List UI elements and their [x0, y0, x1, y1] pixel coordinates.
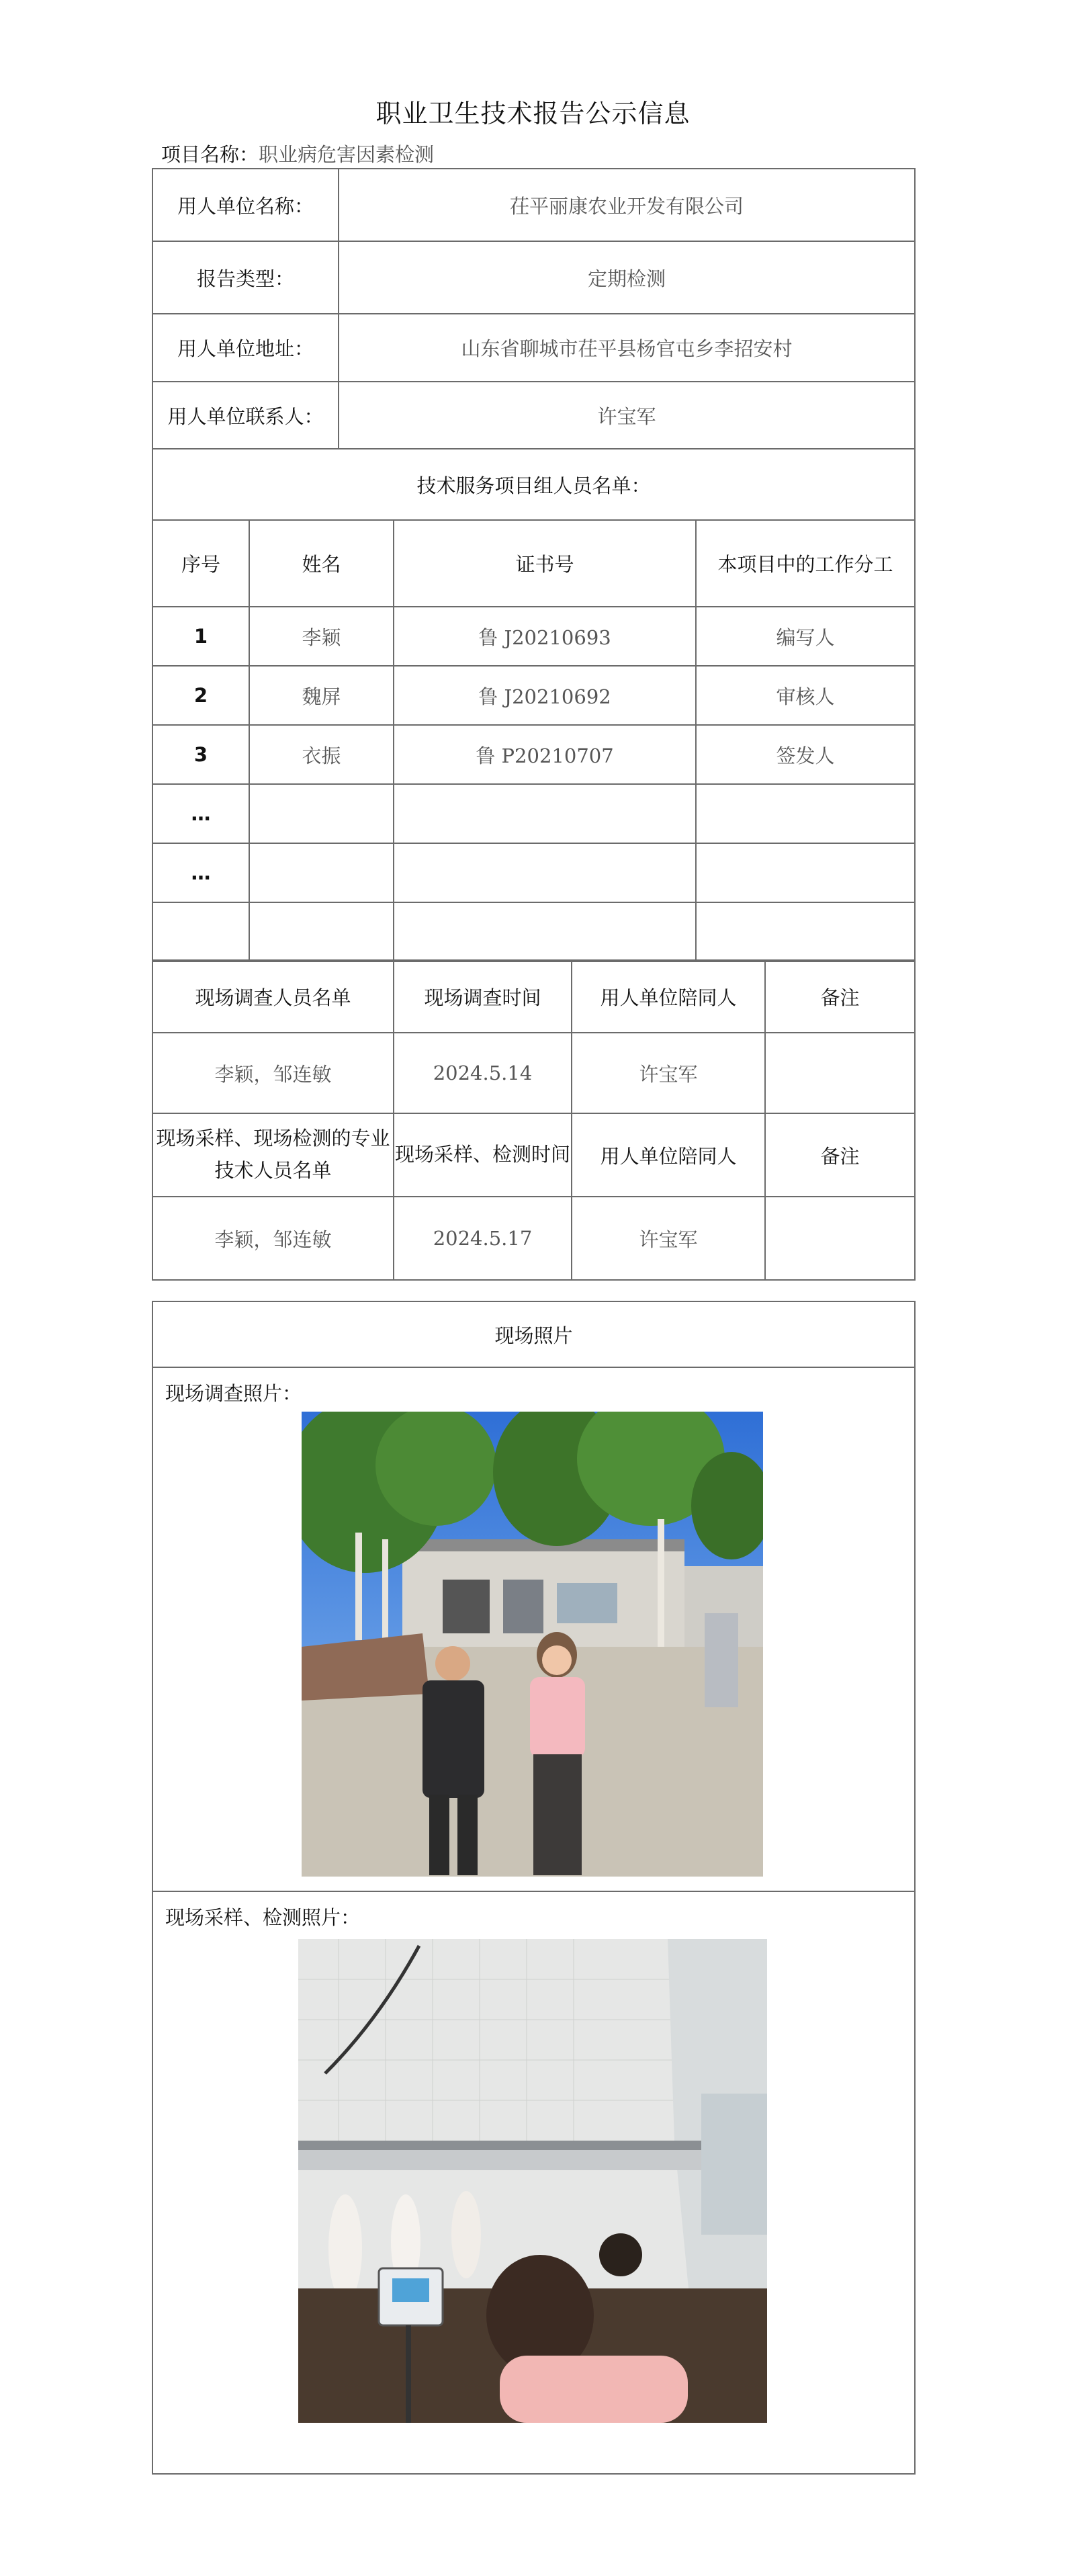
team-header-name: 姓名 [249, 520, 394, 607]
team-cell: 鲁 P20210707 [394, 725, 696, 784]
team-header-cert: 证书号 [394, 520, 696, 607]
table-row [152, 1033, 915, 1113]
team-cell [696, 784, 915, 843]
unit-contact-value: 许宝军 [339, 382, 915, 449]
team-cell [394, 902, 696, 961]
team-cell: 衣振 [249, 725, 394, 784]
table-row [152, 902, 915, 961]
sampling-remark [765, 1197, 915, 1280]
table-row [152, 607, 915, 666]
team-header-role: 本项目中的工作分工 [696, 520, 915, 607]
team-cell: 2 [152, 666, 249, 725]
unit-name-label: 用人单位名称： [152, 169, 339, 241]
table-row [152, 784, 915, 843]
project-name-value: 职业病危害因素检测 [259, 143, 435, 166]
team-cell: … [152, 784, 249, 843]
project-name-label: 项目名称： [161, 143, 259, 166]
table-row [152, 843, 915, 902]
sampling-photo-label: 现场采样、检测照片： [165, 1906, 361, 1929]
unit-address-value: 山东省聊城市茌平县杨官屯乡李招安村 [339, 314, 915, 382]
survey-table [152, 959, 916, 1281]
team-cell: 编写人 [696, 607, 915, 666]
team-cell [249, 843, 394, 902]
sampling-header-staff: 现场采样、现场检测的专业技术人员名单 [152, 1113, 394, 1197]
team-cell: 3 [152, 725, 249, 784]
team-cell [696, 843, 915, 902]
team-title: 技术服务项目组人员名单： [152, 449, 915, 520]
team-cell: 审核人 [696, 666, 915, 725]
team-cell: 鲁 J20210692 [394, 666, 696, 725]
team-cell [152, 902, 249, 961]
team-header-index: 序号 [152, 520, 249, 607]
table-row [152, 666, 915, 725]
report-type-value: 定期检测 [339, 241, 915, 314]
sampling-photo [298, 1939, 767, 2423]
team-cell: 1 [152, 607, 249, 666]
sampling-time: 2024.5.17 [394, 1197, 572, 1280]
unit-address-label: 用人单位地址： [152, 314, 339, 382]
unit-contact-label: 用人单位联系人： [152, 382, 339, 449]
survey-header-time: 现场调查时间 [394, 960, 572, 1033]
page-title: 职业卫生技术报告公示信息 [375, 99, 691, 128]
table-row [152, 725, 915, 784]
info-table [152, 168, 916, 521]
table-row [152, 1197, 915, 1280]
team-cell [249, 784, 394, 843]
survey-header-staff: 现场调查人员名单 [152, 960, 394, 1033]
survey-remark [765, 1033, 915, 1113]
sampling-header-escort: 用人单位陪同人 [572, 1113, 765, 1197]
team-cell [249, 902, 394, 961]
team-cell [394, 784, 696, 843]
team-cell: 签发人 [696, 725, 915, 784]
survey-staff: 李颖，邹连敏 [152, 1033, 394, 1113]
project-name [161, 140, 434, 167]
survey-escort: 许宝军 [572, 1033, 765, 1113]
team-cell: … [152, 843, 249, 902]
survey-header-remark: 备注 [765, 960, 915, 1033]
survey-header-escort: 用人单位陪同人 [572, 960, 765, 1033]
sampling-header-remark: 备注 [765, 1113, 915, 1197]
team-cell [696, 902, 915, 961]
team-table [152, 519, 916, 962]
unit-name-value: 茌平丽康农业开发有限公司 [339, 169, 915, 241]
team-cell: 魏屏 [249, 666, 394, 725]
team-cell: 鲁 J20210693 [394, 607, 696, 666]
sampling-escort: 许宝军 [572, 1197, 765, 1280]
survey-time: 2024.5.14 [394, 1033, 572, 1113]
photos-title: 现场照片 [152, 1301, 915, 1367]
team-cell [394, 843, 696, 902]
sampling-staff: 李颖，邹连敏 [152, 1197, 394, 1280]
sampling-header-time: 现场采样、检测时间 [394, 1113, 572, 1197]
report-type-label: 报告类型： [152, 241, 339, 314]
team-cell: 李颖 [249, 607, 394, 666]
survey-photo-label: 现场调查照片： [165, 1382, 302, 1405]
survey-photo [302, 1412, 763, 1877]
